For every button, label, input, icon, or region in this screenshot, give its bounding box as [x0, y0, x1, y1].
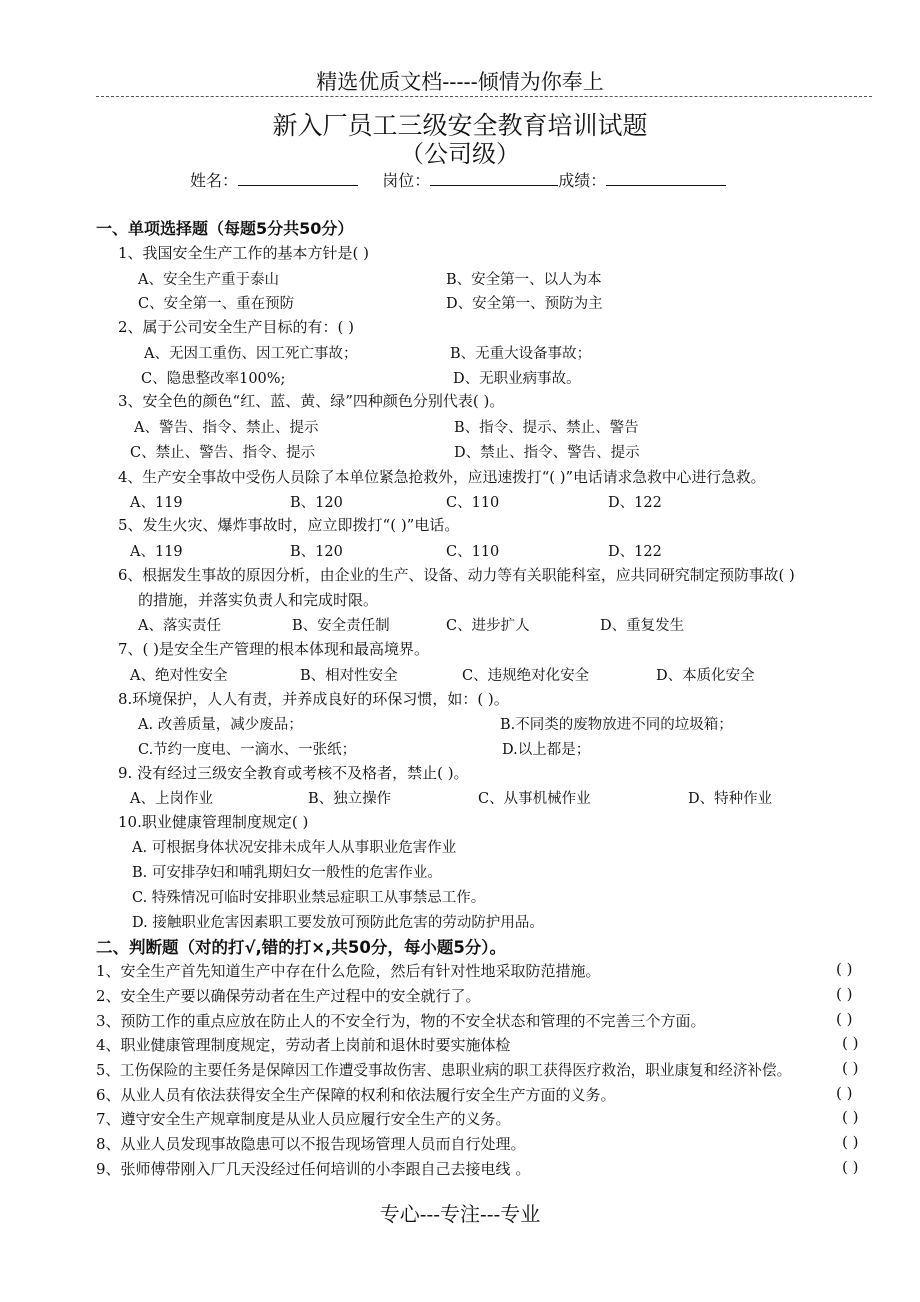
question-1: 1、我国安全生产工作的基本方针是( ): [118, 244, 370, 262]
judgment-item-6: 6、从业人员有依法获得安全生产保障的权利和依法履行安全生产方面的义务。: [96, 1086, 616, 1104]
q3-option-c: C、禁止、警告、指令、提示: [130, 445, 316, 461]
q2-option-d: D、无职业病事故。: [453, 371, 581, 387]
q3-option-b: B、指令、提示、禁止、警告: [454, 420, 639, 436]
question-4: 4、生产安全事故中受伤人员除了本单位紧急抢救外，应迅速拨打“( )”电话请求急救中心进行急救。: [118, 469, 766, 486]
answer-blank-3[interactable]: ( ): [836, 1010, 853, 1028]
q4-option-b: B、120: [290, 495, 343, 511]
q9-option-b: B、独立操作: [308, 791, 392, 807]
q5-option-b: B、120: [290, 544, 343, 560]
judgment-item-3: 3、预防工作的重点应放在防止人的不安全行为，物的不安全状态和管理的不完善三个方面。: [96, 1012, 706, 1030]
q9-option-d: D、特种作业: [688, 791, 773, 807]
q7-option-b: B、相对性安全: [300, 668, 398, 684]
q6-option-a: A、落实责任: [138, 618, 221, 634]
candidate-info: [190, 168, 726, 191]
judgment-item-1: 1、安全生产首先知道生产中存在什么危险，然后有针对性地采取防范措施。: [96, 962, 601, 980]
answer-blank-6[interactable]: ( ): [836, 1084, 853, 1102]
q4-option-c: C、110: [446, 495, 500, 511]
q3-option-a: A、警告、指令、禁止、提示: [134, 420, 319, 436]
score-field[interactable]: [606, 169, 726, 186]
q3-option-d: D、禁止、指令、警告、提示: [454, 445, 640, 461]
question-3: 3、安全色的颜色“红、蓝、黄、绿”四种颜色分别代表( )。: [118, 392, 505, 410]
q1-option-a: A、安全生产重于泰山: [138, 272, 279, 288]
q2-option-c: C、隐患整改率100%;: [141, 371, 286, 387]
question-10: 10.职业健康管理制度规定( ): [118, 813, 309, 831]
answer-blank-1[interactable]: ( ): [836, 960, 853, 978]
q6-option-b: B、安全责任制: [292, 618, 390, 634]
page-header: 精选优质文档-----倾情为你奉上: [316, 70, 604, 94]
answer-blank-9[interactable]: ( ): [842, 1158, 859, 1176]
q9-option-c: C、从事机械作业: [478, 791, 591, 807]
answer-blank-2[interactable]: ( ): [836, 985, 853, 1003]
q8-option-d: D.以上都是；: [502, 742, 591, 758]
question-2: 2、属于公司安全生产目标的有：( ): [118, 318, 355, 336]
question-8: 8.环境保护，人人有责，并养成良好的环保习惯，如：( )。: [118, 690, 509, 708]
post-field[interactable]: [430, 169, 558, 186]
judgment-item-4: 4、职业健康管理制度规定，劳动者上岗前和退休时要实施体检: [96, 1036, 511, 1054]
q5-option-a: A、119: [130, 544, 183, 560]
judgment-item-2: 2、安全生产要以确保劳动者在生产过程中的安全就行了。: [96, 987, 481, 1005]
question-7: 7、( )是安全生产管理的根本体现和最高境界。: [118, 640, 430, 658]
answer-blank-4[interactable]: ( ): [842, 1034, 859, 1052]
question-6-continued: 的措施，并落实负责人和完成时限。: [138, 591, 379, 609]
q4-option-d: D、122: [608, 495, 662, 511]
question-9: 9. 没有经过三级安全教育或考核不及格者，禁止( )。: [118, 764, 469, 782]
judgment-item-9: 9、张师傅带刚入厂几天没经过任何培训的小李跟自己去接电线 。: [96, 1160, 531, 1178]
name-field[interactable]: [238, 169, 358, 186]
q1-option-b: B、安全第一、以人为本: [446, 272, 602, 288]
q6-option-c: C、进步扩人: [446, 618, 530, 634]
answer-blank-5[interactable]: ( ): [842, 1059, 859, 1077]
judgment-item-5: 5、工伤保险的主要任务是保障因工作遭受事故伤害、患职业病的职工获得医疗救治，职业康复和经济补偿。: [96, 1062, 792, 1079]
name-label: 姓名：: [190, 171, 239, 190]
exam-title: 新入厂员工三级安全教育培训试题: [272, 111, 648, 140]
answer-blank-8[interactable]: ( ): [842, 1133, 859, 1151]
score-label: 成绩：: [558, 171, 607, 190]
exam-subtitle: （公司级）: [400, 140, 520, 168]
header-divider: [96, 96, 872, 97]
q5-option-d: D、122: [608, 544, 662, 560]
q8-option-c: C.节约一度电、一滴水、一张纸；: [138, 742, 357, 758]
question-5: 5、发生火灾、爆炸事故时，应立即拨打“( )”电话。: [118, 516, 460, 534]
q10-option-b: B. 可安排孕妇和哺乳期妇女一般性的危害作业。: [132, 865, 442, 881]
judgment-item-8: 8、从业人员发现事故隐患可以不报告现场管理人员而自行处理。: [96, 1135, 526, 1153]
q7-option-d: D、本质化安全: [656, 668, 755, 684]
q10-option-d: D. 接触职业危害因素职工要发放可预防此危害的劳动防护用品。: [132, 915, 544, 931]
page-footer: 专心---专注---专业: [379, 1202, 541, 1226]
q10-option-c: C. 特殊情况可临时安排职业禁忌症职工从事禁忌工作。: [132, 890, 486, 906]
q1-option-c: C、安全第一、重在预防: [138, 296, 295, 312]
q6-option-d: D、重复发生: [600, 618, 685, 634]
q1-option-d: D、安全第一、预防为主: [446, 296, 603, 312]
q2-option-b: B、无重大设备事故；: [450, 346, 592, 362]
q5-option-c: C、110: [446, 544, 500, 560]
answer-blank-7[interactable]: ( ): [842, 1108, 859, 1126]
q9-option-a: A、上岗作业: [130, 791, 213, 807]
q2-option-a: A、无因工重伤、因工死亡事故；: [144, 346, 358, 362]
q7-option-c: C、违规绝对化安全: [462, 668, 590, 684]
q8-option-b: B.不同类的废物放进不同的垃圾箱；: [500, 717, 733, 733]
judgment-item-7: 7、遵守安全生产规章制度是从业人员应履行安全生产的义务。: [96, 1110, 511, 1128]
post-label: 岗位：: [382, 171, 431, 190]
q7-option-a: A、绝对性安全: [130, 668, 228, 684]
section1-heading: 一、单项选择题（每题5分共50分）: [96, 219, 354, 238]
q8-option-a: A. 改善质量，减少废品；: [138, 717, 303, 733]
section2-heading: 二、判断题（对的打√,错的打×,共50分，每小题5分）。: [96, 938, 507, 957]
q4-option-a: A、119: [130, 495, 183, 511]
question-6: 6、根据发生事故的原因分析，由企业的生产、设备、动力等有关职能科室，应共同研究制定预防事故( ): [118, 567, 795, 584]
q10-option-a: A. 可根据身体状况安排未成年人从事职业危害作业: [132, 840, 457, 856]
